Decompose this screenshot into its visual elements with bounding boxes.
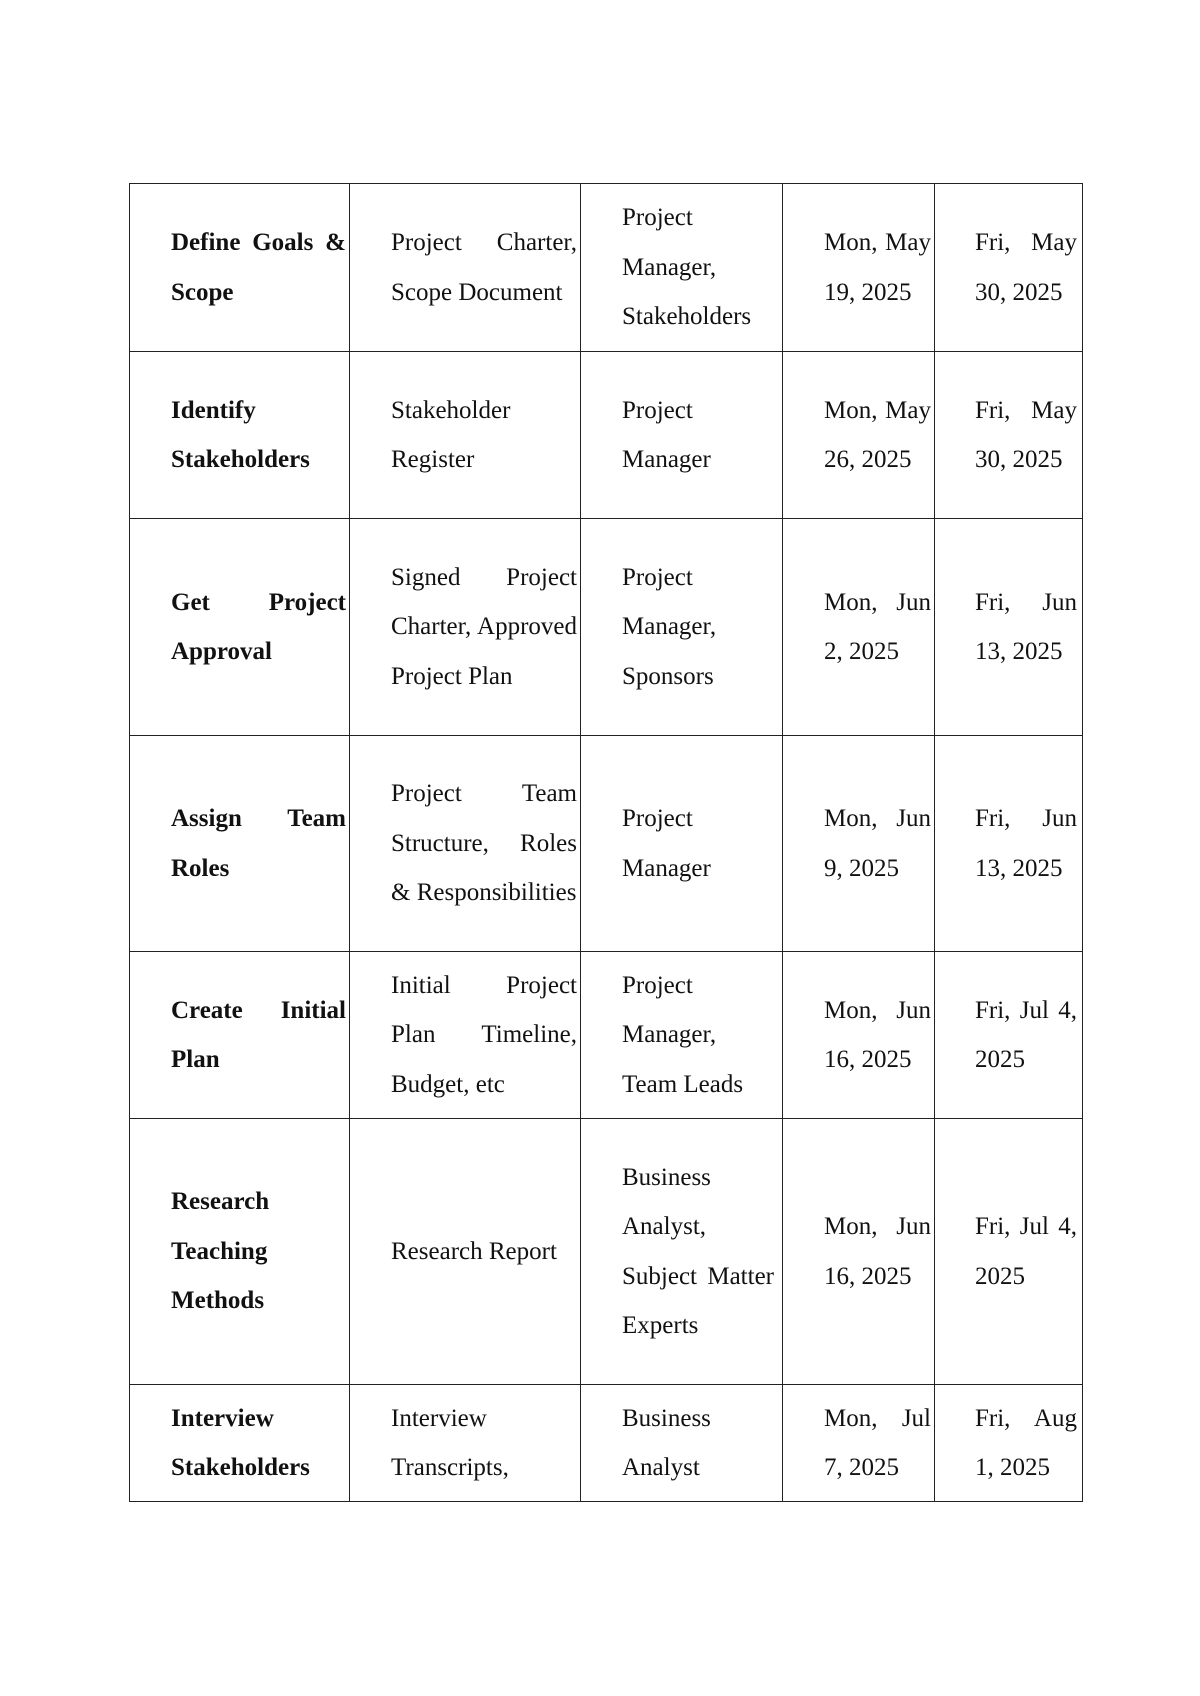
task-name: Create Initial Plan	[171, 996, 346, 1073]
end-date: Fri, May 30, 2025	[975, 229, 1077, 306]
deliverables-cell	[350, 184, 581, 352]
end-date: Fri, Jun 13, 2025	[975, 588, 1077, 665]
deliverables-cell	[350, 1119, 581, 1385]
responsible-cell	[581, 952, 783, 1119]
responsible-text: Project Manager, Stakeholders	[622, 204, 752, 331]
responsible-text: Project Manager	[622, 805, 711, 882]
table-row	[130, 1119, 1083, 1385]
task-cell	[130, 1119, 350, 1385]
deliverables-text: Signed Project Charter, Approved Project Plan	[391, 563, 577, 690]
table-row	[130, 952, 1083, 1119]
start-date-cell	[783, 1119, 935, 1385]
table-row	[130, 184, 1083, 352]
start-date-cell	[783, 952, 935, 1119]
end-date: Fri, Aug 1, 2025	[975, 1404, 1077, 1481]
start-date: Mon, Jul 7, 2025	[824, 1404, 931, 1481]
task-name: Assign Team Roles	[171, 805, 346, 882]
deliverables-cell	[350, 952, 581, 1119]
table-row	[130, 736, 1083, 952]
task-name: Research Teaching Methods	[171, 1188, 270, 1315]
responsible-text: Project Manager	[622, 396, 711, 473]
start-date: Mon, Jun 16, 2025	[824, 996, 931, 1073]
start-date-cell	[783, 1385, 935, 1502]
start-date: Mon, Jun 9, 2025	[824, 805, 931, 882]
responsible-text: Business Analyst	[622, 1404, 711, 1481]
task-name: Interview Stakeholders	[171, 1404, 310, 1481]
start-date-cell	[783, 352, 935, 519]
deliverables-cell	[350, 1385, 581, 1502]
task-name: Define Goals & Scope	[171, 229, 346, 306]
deliverables-text: Interview Transcripts,	[391, 1404, 509, 1481]
start-date: Mon, Jun 16, 2025	[824, 1213, 931, 1290]
deliverables-text: Initial Project Plan Timeline, Budget, etc	[391, 971, 577, 1098]
end-date: Fri, Jul 4, 2025	[975, 996, 1077, 1073]
task-cell	[130, 952, 350, 1119]
deliverables-text: Project Team Structure, Roles & Responsibilities	[391, 780, 577, 907]
deliverables-cell	[350, 352, 581, 519]
deliverables-cell	[350, 519, 581, 736]
end-date-cell	[935, 952, 1083, 1119]
project-plan-table	[129, 183, 1083, 1502]
start-date-cell	[783, 519, 935, 736]
start-date: Mon, May 26, 2025	[824, 396, 931, 473]
deliverables-cell	[350, 736, 581, 952]
task-cell	[130, 519, 350, 736]
table-row	[130, 519, 1083, 736]
responsible-cell	[581, 736, 783, 952]
end-date-cell	[935, 352, 1083, 519]
end-date: Fri, Jul 4, 2025	[975, 1213, 1077, 1290]
start-date: Mon, Jun 2, 2025	[824, 588, 931, 665]
start-date: Mon, May 19, 2025	[824, 229, 931, 306]
task-cell	[130, 1385, 350, 1502]
responsible-cell	[581, 184, 783, 352]
end-date-cell	[935, 1385, 1083, 1502]
responsible-text: Project Manager, Team Leads	[622, 971, 744, 1098]
end-date-cell	[935, 519, 1083, 736]
responsible-cell	[581, 519, 783, 736]
end-date: Fri, Jun 13, 2025	[975, 805, 1077, 882]
end-date-cell	[935, 184, 1083, 352]
responsible-text: Business Analyst, Subject Matter Experts	[622, 1163, 774, 1339]
responsible-cell	[581, 1385, 783, 1502]
table-row	[130, 1385, 1083, 1502]
table-row	[130, 352, 1083, 519]
end-date-cell	[935, 736, 1083, 952]
task-cell	[130, 184, 350, 352]
start-date-cell	[783, 184, 935, 352]
responsible-cell	[581, 1119, 783, 1385]
end-date: Fri, May 30, 2025	[975, 396, 1077, 473]
responsible-text: Project Manager, Sponsors	[622, 563, 717, 690]
task-name: Get Project Approval	[171, 588, 346, 665]
task-cell	[130, 736, 350, 952]
deliverables-text: Project Charter, Scope Document	[391, 229, 577, 306]
start-date-cell	[783, 736, 935, 952]
end-date-cell	[935, 1119, 1083, 1385]
deliverables-text: Stakeholder Register	[391, 396, 511, 473]
task-cell	[130, 352, 350, 519]
deliverables-text: Research Report	[391, 1237, 557, 1265]
task-name: Identify Stakeholders	[171, 396, 310, 473]
responsible-cell	[581, 352, 783, 519]
